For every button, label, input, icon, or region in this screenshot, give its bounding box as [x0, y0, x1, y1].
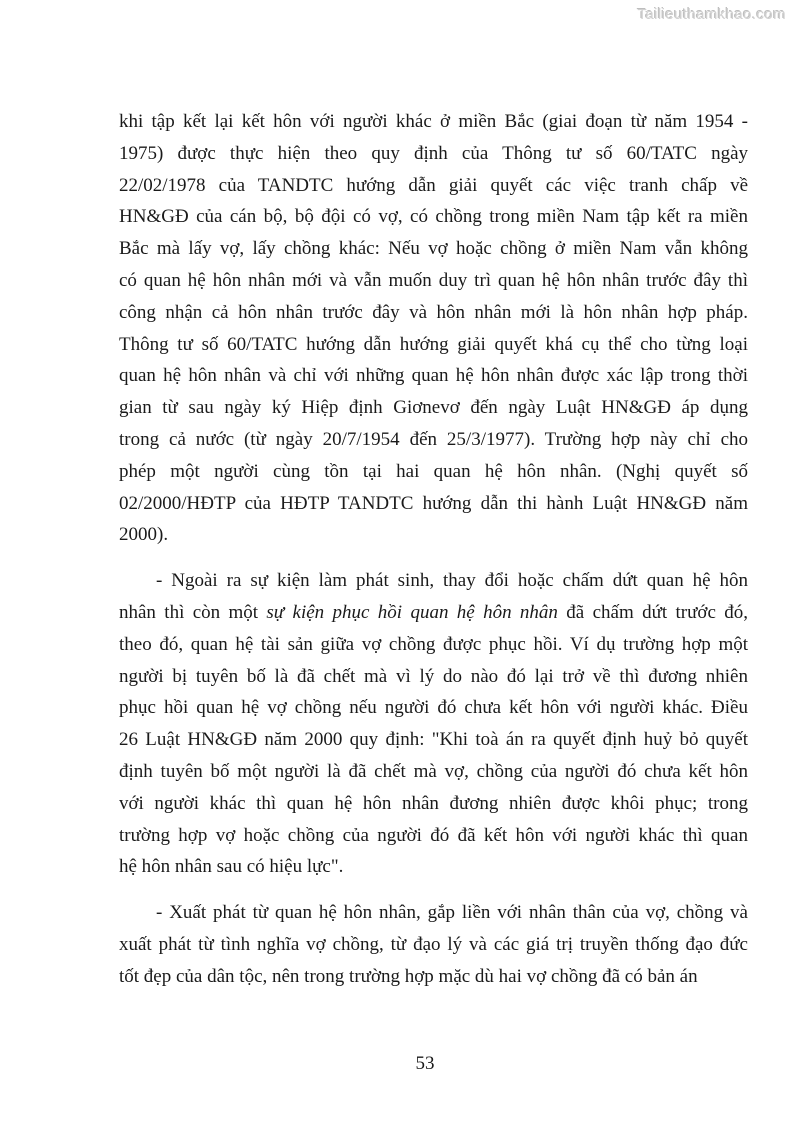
text-line: [119, 597, 748, 629]
text-line: [119, 897, 748, 929]
text-line: [119, 329, 748, 361]
text-segment: Thông tư số 60/TATC hướng dẫn hướng giải quyết khá cụ thể cho từng loại: [119, 333, 748, 355]
page-number: 53: [415, 1053, 435, 1074]
text-segment: theo đó, quan hệ tài sản giữa vợ chồng được phục hồi. Ví dụ trường hợp một: [119, 633, 748, 655]
text-segment: phục hồi quan hệ vợ chồng nếu người đó chưa kết hôn với người khác. Điều: [119, 697, 748, 719]
text-line: [119, 629, 748, 661]
text-line: [119, 233, 748, 265]
text-line: [119, 424, 748, 456]
text-segment: nhân thì còn một: [119, 601, 267, 623]
text-segment: người bị tuyên bố là đã chết mà vì lý do nào đó lại trở về thì đương nhiên: [119, 665, 748, 687]
text-line: [119, 138, 748, 170]
text-line: [119, 297, 748, 329]
text-segment: quan hệ hôn nhân và chỉ với những quan hệ hôn nhân được xác lập trong thời: [119, 365, 748, 387]
text-line: [119, 961, 748, 993]
text-segment: định tuyên bố một người là đã chết mà vợ, chồng của người đó chưa kết hôn: [119, 760, 748, 782]
text-line: [119, 170, 748, 202]
text-segment: trường hợp vợ hoặc chồng của người đó đã kết hôn với người khác thì quan: [119, 824, 748, 846]
italic-text-segment: sự kiện phục hồi quan hệ hôn nhân: [266, 601, 558, 623]
text-segment: 02/2000/HĐTP của HĐTP TANDTC hướng dẫn thi hành Luật HN&GĐ năm: [119, 492, 748, 514]
text-segment: 22/02/1978 của TANDTC hướng dẫn giải quyết các việc tranh chấp về: [119, 174, 748, 196]
document-body: [119, 106, 748, 1007]
text-line: [119, 265, 748, 297]
text-line: [119, 929, 748, 961]
text-segment: hệ hôn nhân sau có hiệu lực".: [119, 856, 344, 878]
text-line: [119, 201, 748, 233]
text-segment: phép một người cùng tồn tại hai quan hệ hôn nhân. (Nghị quyết số: [119, 460, 748, 482]
paragraph: [119, 897, 748, 992]
text-segment: có quan hệ hôn nhân mới và vẫn muốn duy trì quan hệ hôn nhân trước đây thì: [119, 269, 748, 291]
text-segment: Bắc mà lấy vợ, lấy chồng khác: Nếu vợ hoặc chồng ở miền Nam vẫn không: [119, 238, 748, 260]
text-segment: xuất phát từ tình nghĩa vợ chồng, từ đạo lý và các giá trị truyền thống đạo đức: [119, 933, 748, 955]
text-segment: trong cả nước (từ ngày 20/7/1954 đến 25/3/1977). Trường hợp này chỉ cho: [119, 428, 748, 450]
text-segment: khi tập kết lại kết hôn với người khác ở miền Bắc (giai đoạn từ năm 1954 -: [119, 111, 748, 132]
text-line: [119, 106, 748, 138]
text-line: [119, 820, 748, 852]
text-segment: - Ngoài ra sự kiện làm phát sinh, thay đổi hoặc chấm dứt quan hệ hôn: [156, 570, 748, 592]
paragraph: [119, 565, 748, 883]
text-line: [119, 519, 748, 551]
text-segment: 26 Luật HN&GĐ năm 2000 quy định: "Khi toà án ra quyết định huỷ bỏ quyết: [119, 729, 748, 751]
text-line: [119, 692, 748, 724]
text-segment: đã chấm dứt trước đó,: [557, 601, 748, 623]
text-line: [119, 360, 748, 392]
text-line: [119, 456, 748, 488]
text-segment: 2000).: [119, 524, 169, 546]
text-segment: - Xuất phát từ quan hệ hôn nhân, gắp liền với nhân thân của vợ, chồng và: [156, 902, 748, 924]
text-line: [119, 661, 748, 693]
text-line: [119, 488, 748, 520]
text-segment: 1975) được thực hiện theo quy định của Thông tư số 60/TATC ngày: [119, 142, 748, 164]
paragraph: [119, 106, 748, 551]
text-segment: gian từ sau ngày ký Hiệp định Giơnevơ đến ngày Luật HN&GĐ áp dụng: [119, 397, 748, 419]
text-line: [119, 851, 748, 883]
text-segment: HN&GĐ của cán bộ, bộ đội có vợ, có chồng trong miền Nam tập kết ra miền: [119, 206, 748, 228]
watermark: Tailieuthamkhao.com: [637, 6, 786, 23]
text-line: [119, 788, 748, 820]
text-line: [119, 756, 748, 788]
text-line: [119, 724, 748, 756]
text-segment: tốt đẹp của dân tộc, nên trong trường hợp mặc dù hai vợ chồng đã có bản án: [119, 965, 698, 987]
text-segment: với người khác thì quan hệ hôn nhân đương nhiên được khôi phục; trong: [119, 792, 748, 814]
text-line: [119, 565, 748, 597]
text-segment: công nhận cả hôn nhân trước đây và hôn nhân mới là hôn nhân hợp pháp.: [119, 301, 748, 323]
text-line: [119, 392, 748, 424]
